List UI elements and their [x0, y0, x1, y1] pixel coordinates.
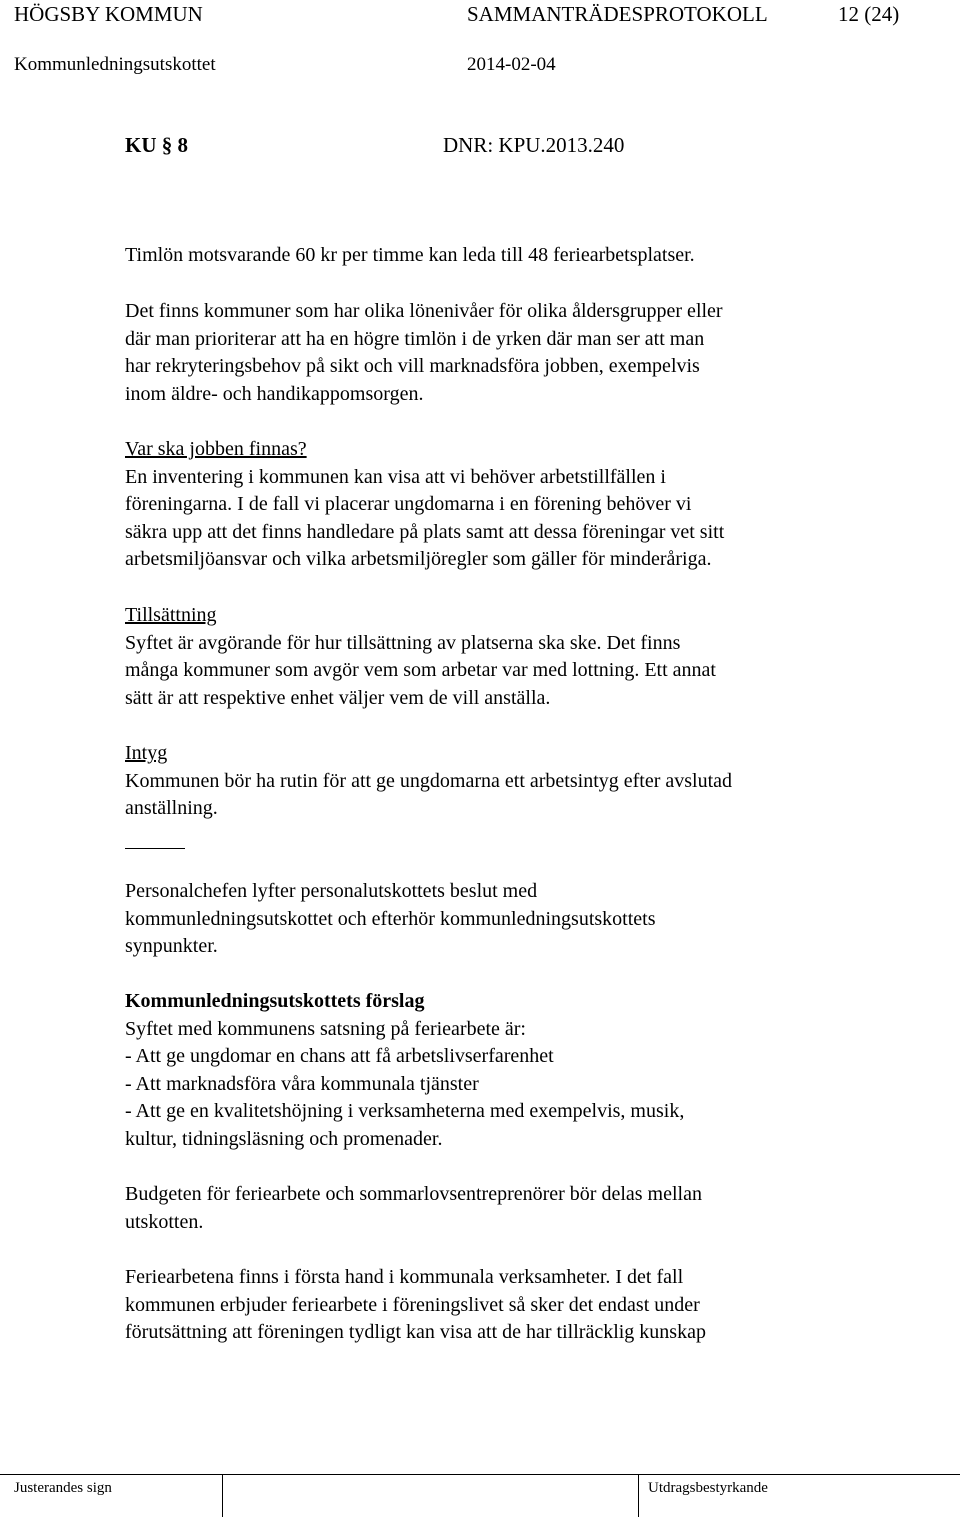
text-line: anställning. [125, 797, 218, 819]
footer-certification-label: Utdragsbestyrkande [648, 1480, 768, 1496]
section-certificate [125, 740, 732, 823]
section-where-jobs [125, 436, 724, 574]
document-type: SAMMANTRÄDESPROTOKOLL [467, 2, 768, 26]
municipality-name: HÖGSBY KOMMUN [14, 2, 203, 26]
text-line: har rekryteringsbehov på sikt och vill marknadsföra jobben, exempelvis [125, 355, 700, 377]
text-line: Kommunen bör ha rutin för att ge ungdomarna ett arbetsintyg efter avslutad [125, 769, 733, 792]
text-line: säkra upp att det finns handledare på plats samt att dessa föreningar vet sitt [125, 520, 725, 543]
meeting-date: 2014-02-04 [467, 54, 556, 75]
text-line: förutsättning att föreningen tydligt kan visa att de har tillräcklig kunskap [125, 1321, 706, 1343]
list-item: - Att ge en kvalitetshöjning i verksamheterna med exempelvis, musik, [125, 1100, 685, 1122]
section-proposal [125, 988, 684, 1153]
text-line: Det finns kommuner som har olika lönenivåer för olika åldersgrupper eller [125, 300, 723, 322]
section-heading: Tillsättning [125, 604, 217, 626]
section-heading: Var ska jobben finnas? [125, 438, 307, 460]
footer-divider [638, 1474, 639, 1517]
paragraph-summer-jobs [125, 1264, 706, 1347]
text-line: Personalchefen lyfter personalutskottets beslut med [125, 880, 538, 902]
text-line: arbetsmiljöansvar och vilka arbetsmiljöregler som gäller för minderåriga. [125, 548, 712, 570]
text-line: Syftet med kommunens satsning på feriearbete är: [125, 1017, 526, 1040]
section-appointment [125, 602, 716, 712]
text-line: många kommuner som avgör vem som arbetar var med lottning. Ett annat [125, 659, 716, 681]
text-line: kommunledningsutskottet och efterhör kommunledningsutskottets [125, 907, 656, 930]
text-line: föreningarna. I de fall vi placerar ungdomarna i en förening behöver vi [125, 493, 692, 515]
footer-rule [0, 1474, 960, 1475]
footer-divider [222, 1474, 223, 1517]
text-line: Feriearbetena finns i första hand i kommunala verksamheter. I det fall [125, 1266, 684, 1288]
text-line: synpunkter. [125, 935, 218, 957]
text-line: En inventering i kommunen kan visa att vi behöver arbetstillfällen i [125, 465, 666, 488]
text-line: kultur, tidningsläsning och promenader. [125, 1127, 443, 1150]
list-item: - Att marknadsföra våra kommunala tjänster [125, 1072, 479, 1095]
text-line: kommunen erbjuder feriearbete i föreningslivet så sker det endast under [125, 1293, 700, 1316]
section-heading: Kommunledningsutskottets förslag [125, 990, 425, 1012]
text-line: inom äldre- och handikappomsorgen. [125, 382, 424, 405]
text-line: utskotten. [125, 1210, 204, 1233]
paragraph-wage [125, 242, 695, 270]
section-heading: Intyg [125, 742, 168, 764]
text-line: Syftet är avgörande för hur tillsättning av platserna ska ske. Det finns [125, 631, 681, 654]
text-line: där man prioriterar att ha en högre timlön i de yrken där man ser att man [125, 327, 705, 350]
list-item: - Att ge ungdomar en chans att få arbetslivserfarenhet [125, 1045, 554, 1067]
paragraph-budget [125, 1181, 702, 1236]
case-number: KU § 8 [125, 133, 188, 157]
footer-signature-label: Justerandes sign [14, 1480, 112, 1496]
paragraph-hr-chief [125, 878, 656, 961]
page-number: 12 (24) [838, 2, 900, 26]
text-line: sätt är att respektive enhet väljer vem de vill anställa. [125, 686, 551, 709]
case-dnr: DNR: KPU.2013.240 [443, 133, 625, 157]
separator-rule [125, 848, 185, 849]
committee-name: Kommunledningsutskottet [14, 54, 216, 75]
paragraph-wage-levels [125, 298, 723, 408]
text-line: Timlön motsvarande 60 kr per timme kan leda till 48 feriearbetsplatser. [125, 244, 695, 266]
text-line: Budgeten för feriearbete och sommarlovsentreprenörer bör delas mellan [125, 1183, 702, 1205]
